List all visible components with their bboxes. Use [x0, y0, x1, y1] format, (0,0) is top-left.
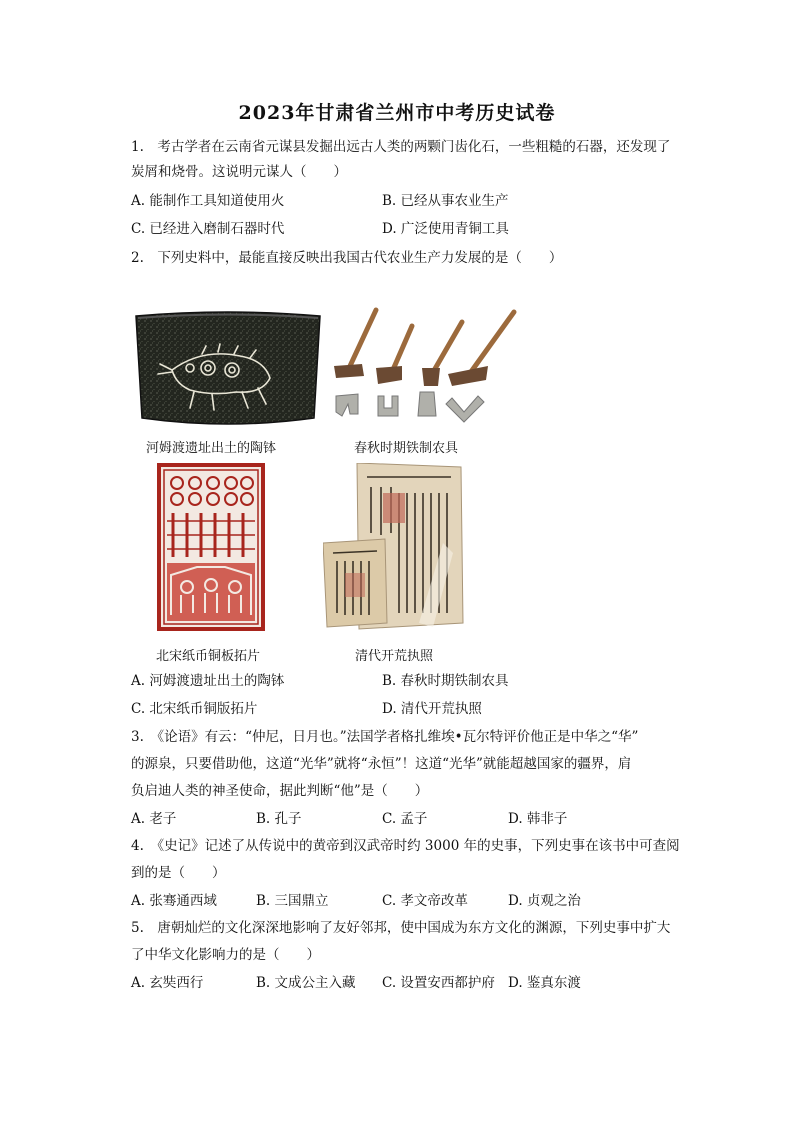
question-3-line-2: 的源泉，只要借助他，这道“光华”就将“永恒”！这道“光华”就能超越国家的疆界，肩: [131, 756, 632, 772]
question-1-line-1: 1. 考古学者在云南省元谋县发掘出远古人类的两颗门齿化石，一些粗糙的石器，还发现了: [131, 139, 671, 155]
question-3-option-c: C. 孟子: [382, 811, 428, 827]
question-2-option-c: C. 北宋纸币铜版拓片: [131, 701, 258, 717]
question-1-line-2: 炭屑和烧骨。这说明元谋人（ ）: [131, 164, 347, 180]
pottery-bowl-image: [132, 308, 324, 430]
paper-money-rubbing-image: [157, 463, 265, 631]
question-4-option-b: B. 三国鼎立: [256, 893, 329, 909]
question-5-option-d: D. 鉴真东渡: [508, 975, 581, 991]
page-title: 2023年甘肃省兰州市中考历史试卷: [238, 102, 556, 124]
question-1-option-d: D. 广泛使用青铜工具: [382, 221, 509, 237]
question-3-option-a: A. 老子: [131, 811, 177, 827]
figure-caption-pottery: 河姆渡遗址出土的陶钵: [146, 441, 277, 456]
question-2-option-a: A. 河姆渡遗址出土的陶钵: [131, 673, 285, 689]
question-1-option-c: C. 已经进入磨制石器时代: [131, 221, 285, 237]
question-3-option-b: B. 孔子: [256, 811, 302, 827]
question-4-line-2: 到的是（ ）: [131, 865, 226, 881]
question-2-option-b: B. 春秋时期铁制农具: [382, 673, 509, 689]
question-3-option-d: D. 韩非子: [508, 811, 568, 827]
question-5-line-2: 了中华文化影响力的是（ ）: [131, 947, 320, 963]
question-2-option-d: D. 清代开荒执照: [382, 701, 482, 717]
question-5-option-a: A. 玄奘西行: [131, 975, 204, 991]
figure-caption-paper-money: 北宋纸币铜板拓片: [156, 649, 261, 664]
question-4-line-1: 4. 《史记》记述了从传说中的黄帝到汉武帝时约 3000 年的史事，下列史事在该书中可查阅: [131, 838, 680, 854]
land-license-image: [323, 463, 464, 631]
question-4-option-a: A. 张骞通西域: [131, 893, 217, 909]
question-3-line-3: 负启迪人类的神圣使命，据此判断“他”是（ ）: [131, 783, 429, 799]
question-1-option-b: B. 已经从事农业生产: [382, 193, 509, 209]
question-5-line-1: 5. 唐朝灿烂的文化深深地影响了友好邻邦，使中国成为东方文化的渊源，下列史事中扩大: [131, 920, 671, 936]
figure-caption-iron-tools: 春秋时期铁制农具: [354, 441, 459, 456]
question-3-line-1: 3. 《论语》有云：“仲尼，日月也。”法国学者格扎维埃•瓦尔特评价他正是中华之“华”: [131, 729, 639, 745]
question-5-option-b: B. 文成公主入藏: [256, 975, 356, 991]
figure-caption-land-license: 清代开荒执照: [355, 649, 434, 664]
question-4-option-d: D. 贞观之治: [508, 893, 581, 909]
iron-tools-image: [328, 304, 520, 430]
question-2-line-1: 2. 下列史料中，最能直接反映出我国古代农业生产力发展的是（ ）: [131, 250, 563, 266]
question-5-option-c: C. 设置安西都护府: [382, 975, 495, 991]
question-1-option-a: A. 能制作工具知道使用火: [131, 193, 285, 209]
question-4-option-c: C. 孝文帝改革: [382, 893, 468, 909]
